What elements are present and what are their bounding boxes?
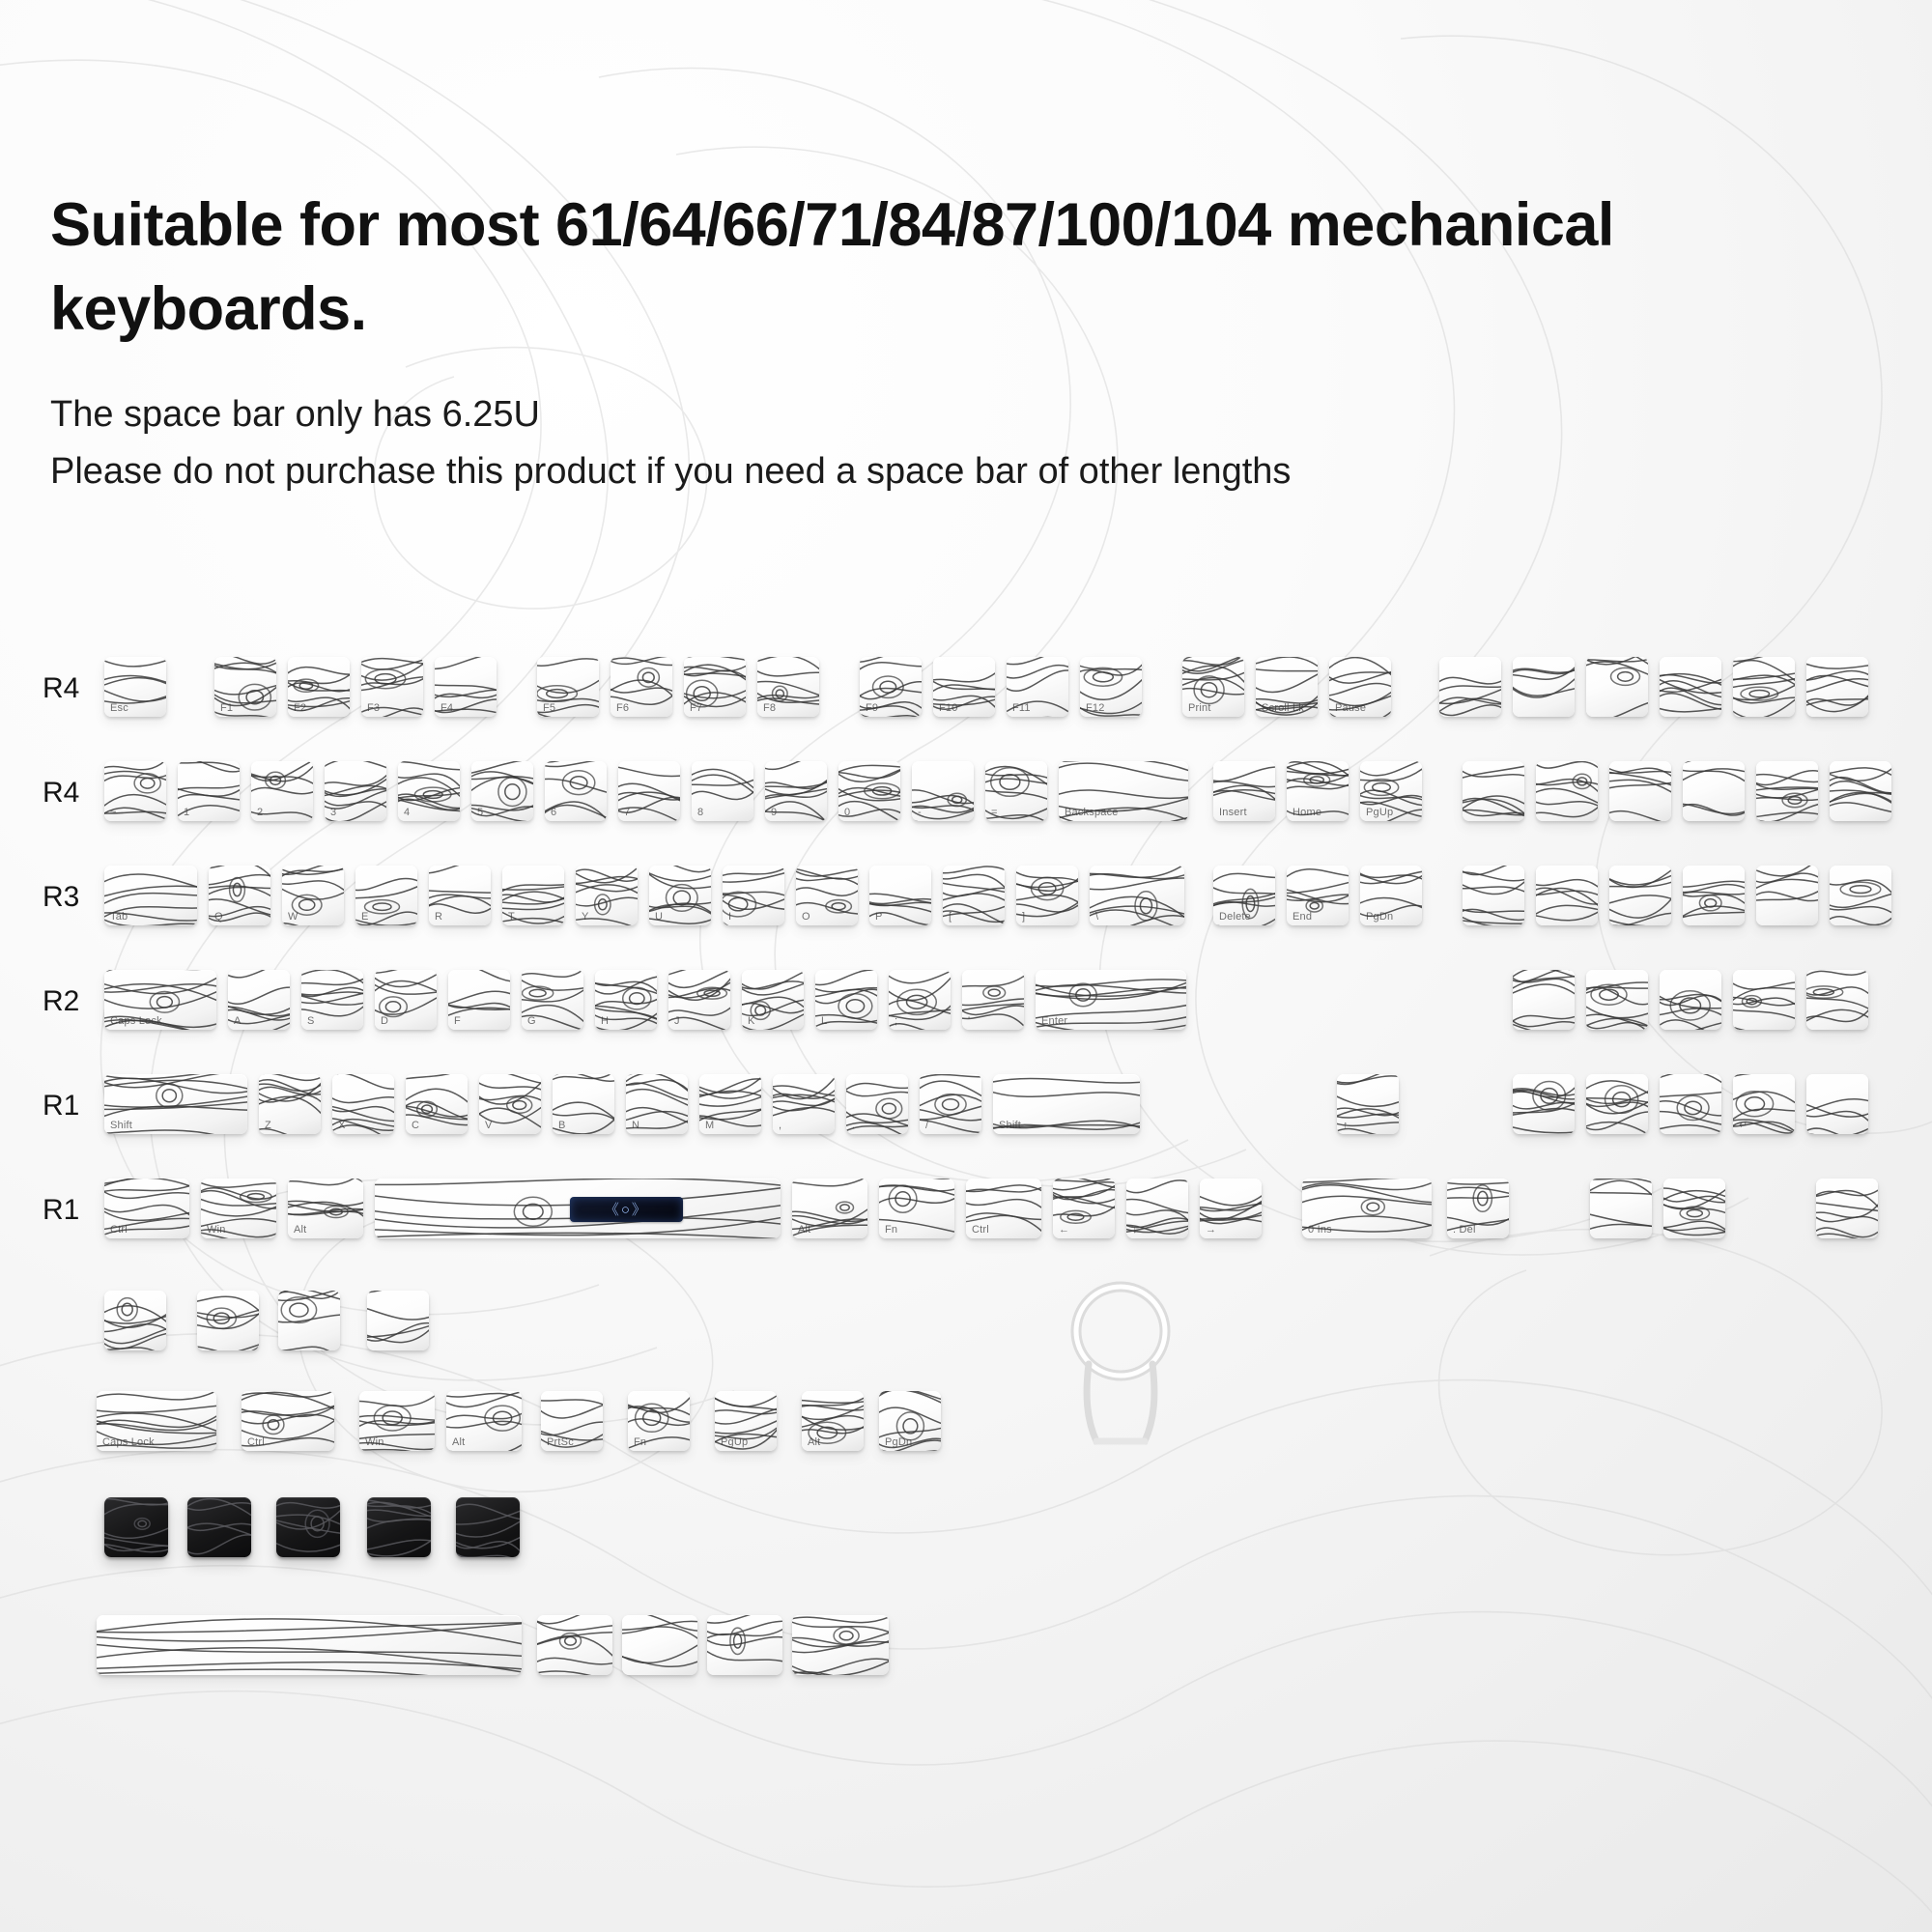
keycap[interactable] <box>1586 657 1648 717</box>
keycap[interactable] <box>1733 657 1795 717</box>
keycap-legend: O <box>802 911 810 923</box>
keycap-legend: Y <box>582 911 589 923</box>
keycap-legend: PgDn <box>885 1436 913 1448</box>
keycap[interactable] <box>742 970 804 1030</box>
keycap[interactable] <box>1200 1179 1262 1238</box>
keycap-legend: ↵ <box>1739 1120 1748 1131</box>
keycap[interactable] <box>104 761 166 821</box>
keycap[interactable] <box>251 761 313 821</box>
keycap-legend: F1 <box>220 702 234 714</box>
keycap-legend: 9 <box>771 807 778 818</box>
keycap[interactable] <box>1756 866 1818 925</box>
keycap[interactable] <box>1683 761 1745 821</box>
keycap[interactable] <box>1007 657 1068 717</box>
keycap-legend: PgDn <box>1366 911 1394 923</box>
keycap[interactable] <box>104 1074 247 1134</box>
keycap[interactable] <box>668 970 730 1030</box>
keycap[interactable] <box>187 1497 251 1557</box>
header-block <box>50 184 1886 500</box>
keycap[interactable] <box>278 1291 340 1350</box>
keycap[interactable] <box>912 761 974 821</box>
keycap[interactable] <box>1182 657 1244 717</box>
keycap[interactable] <box>104 1497 168 1557</box>
keycap[interactable] <box>1360 866 1422 925</box>
keycap-legend: L <box>821 1015 828 1027</box>
keycap[interactable] <box>1609 761 1671 821</box>
keycap[interactable] <box>879 1179 954 1238</box>
keycap-legend: Home <box>1293 807 1322 818</box>
keycap-legend: F7 <box>690 702 703 714</box>
keycap-legend: Win <box>365 1436 384 1448</box>
keycap[interactable] <box>1536 761 1598 821</box>
keycap[interactable] <box>1329 657 1391 717</box>
keycap[interactable] <box>104 657 166 717</box>
keycap[interactable] <box>1213 866 1275 925</box>
keycap-legend: Shift <box>999 1120 1022 1131</box>
row-profile-label: R3 <box>43 881 80 913</box>
keycap[interactable] <box>456 1497 520 1557</box>
row-profile-label: R2 <box>43 985 80 1017</box>
keycap[interactable] <box>692 761 753 821</box>
keycap[interactable] <box>448 970 510 1030</box>
keycap-legend: F4 <box>440 702 454 714</box>
keycap-legend: . <box>852 1120 856 1131</box>
keycap-legend: PgUp <box>1366 807 1394 818</box>
keycap[interactable] <box>1513 1074 1575 1134</box>
keycap[interactable] <box>104 970 216 1030</box>
keycap[interactable] <box>97 1615 522 1675</box>
keycap[interactable] <box>355 866 417 925</box>
keycap-legend: Fn <box>634 1436 647 1448</box>
keycap-legend: ↑ <box>1343 1120 1349 1131</box>
keycap[interactable] <box>301 970 363 1030</box>
keycap-legend: Ctrl <box>247 1436 265 1448</box>
keycap-legend: 5 <box>477 807 484 818</box>
keycap-legend: U <box>655 911 664 923</box>
keycap-legend: Scroll Lk <box>1262 702 1304 714</box>
keycap[interactable] <box>628 1391 690 1451</box>
keycap[interactable] <box>288 657 350 717</box>
keycap[interactable] <box>1059 761 1188 821</box>
keycap[interactable] <box>796 866 858 925</box>
keycap-legend: 0 Ins <box>1308 1224 1332 1236</box>
keycap-legend: C <box>412 1120 420 1131</box>
keycap-legend: Pause <box>1335 702 1367 714</box>
keycap-legend: / <box>925 1120 929 1131</box>
keycap[interactable] <box>361 657 423 717</box>
keycap[interactable] <box>1090 866 1184 925</box>
keycap[interactable] <box>879 1391 941 1451</box>
keycap-legend: G <box>527 1015 536 1027</box>
keycap[interactable] <box>1080 657 1142 717</box>
keycap[interactable] <box>209 866 270 925</box>
keycap[interactable] <box>201 1179 276 1238</box>
keycap[interactable] <box>920 1074 981 1134</box>
keycap[interactable] <box>104 1291 166 1350</box>
keycap[interactable] <box>1590 1179 1652 1238</box>
keycap-legend: J <box>674 1015 680 1027</box>
keycap[interactable] <box>802 1391 864 1451</box>
keycap-legend: R <box>435 911 443 923</box>
keycap-legend: \ <box>1095 911 1099 923</box>
keycap-legend: Alt <box>294 1224 307 1236</box>
keycap[interactable] <box>1513 657 1575 717</box>
keycap-legend: Backspace <box>1065 807 1119 818</box>
keycap-legend: S <box>307 1015 315 1027</box>
keycap[interactable] <box>537 1615 612 1675</box>
keycap-legend: W <box>288 911 298 923</box>
keycap[interactable] <box>993 1074 1140 1134</box>
keycap-legend: Delete <box>1219 911 1251 923</box>
row-profile-label: R4 <box>43 672 80 704</box>
keycap[interactable] <box>1463 761 1524 821</box>
keycap-legend: 4 <box>404 807 411 818</box>
keycap[interactable] <box>815 970 877 1030</box>
keycap[interactable] <box>626 1074 688 1134</box>
keycap-legend: Print <box>1188 702 1211 714</box>
keycap[interactable] <box>1830 866 1891 925</box>
keycap[interactable] <box>1053 1179 1115 1238</box>
keycap-legend: F5 <box>543 702 556 714</box>
keycap[interactable] <box>435 657 497 717</box>
keycap-legend: ~ <box>110 807 117 818</box>
keycap[interactable] <box>1609 866 1671 925</box>
keycap[interactable] <box>1830 761 1891 821</box>
keycap[interactable] <box>288 1179 363 1238</box>
keycap[interactable] <box>282 866 344 925</box>
keycap[interactable] <box>933 657 995 717</box>
keycap[interactable] <box>398 761 460 821</box>
keycap-legend: Alt <box>452 1436 466 1448</box>
keycap-legend: [ <box>949 911 952 923</box>
keycap-legend: . Del <box>1453 1224 1476 1236</box>
row-profile-label: R4 <box>43 777 80 809</box>
keycap[interactable] <box>446 1391 522 1451</box>
keycap[interactable] <box>715 1391 777 1451</box>
keycap-legend: X <box>338 1120 346 1131</box>
keycap-legend: 1 <box>184 807 190 818</box>
keycap-legend: F10 <box>939 702 958 714</box>
keycap[interactable] <box>838 761 900 821</box>
keycap[interactable] <box>757 657 819 717</box>
keycap-legend: N <box>632 1120 640 1131</box>
keycap[interactable] <box>545 761 607 821</box>
keycap-legend: V <box>485 1120 493 1131</box>
keycap-legend: PrtSc <box>547 1436 574 1448</box>
keycap[interactable] <box>1126 1179 1188 1238</box>
keycap[interactable] <box>359 1391 435 1451</box>
keycap[interactable] <box>943 866 1005 925</box>
keycap[interactable] <box>97 1391 216 1451</box>
keycap-legend: F3 <box>367 702 381 714</box>
row-profile-label: R1 <box>43 1194 80 1226</box>
keycap-legend: Caps Lock <box>102 1436 155 1448</box>
keycap[interactable] <box>1213 761 1275 821</box>
keycap[interactable] <box>375 1179 781 1238</box>
keycap[interactable] <box>1586 1074 1648 1134</box>
keycap[interactable] <box>1660 657 1721 717</box>
keycap-legend: 7 <box>624 807 631 818</box>
keycap-legend: ; <box>895 1015 898 1027</box>
keycap[interactable] <box>1806 657 1868 717</box>
keycap-legend: ← <box>1059 1224 1070 1236</box>
keycap[interactable] <box>325 761 386 821</box>
keycap[interactable] <box>1463 866 1524 925</box>
keycap-puller-icon <box>1058 1275 1183 1459</box>
keycap-legend: K <box>748 1015 755 1027</box>
keycap-legend: = <box>991 807 998 818</box>
keycap-legend: F <box>454 1015 461 1027</box>
subtitle-line-1: The space bar only has 6.25U <box>50 393 540 435</box>
keycap[interactable] <box>537 657 599 717</box>
keycap[interactable] <box>367 1291 429 1350</box>
keycap[interactable] <box>178 761 240 821</box>
keycap[interactable] <box>197 1291 259 1350</box>
keycap[interactable] <box>1439 657 1501 717</box>
keycap-legend: A <box>234 1015 242 1027</box>
keycap[interactable] <box>375 970 437 1030</box>
keycap-legend: Win <box>207 1224 226 1236</box>
keycap[interactable] <box>1756 761 1818 821</box>
keycap-legend: ' <box>968 1015 971 1027</box>
keycap[interactable] <box>1683 866 1745 925</box>
keycap[interactable] <box>1256 657 1318 717</box>
keycap-legend: H <box>601 1015 610 1027</box>
keycap[interactable] <box>869 866 931 925</box>
keycap[interactable] <box>214 657 276 717</box>
keycap-legend: Fn <box>885 1224 898 1236</box>
keycap-legend: Ctrl <box>110 1224 128 1236</box>
keycap[interactable] <box>1733 1074 1795 1134</box>
keycap[interactable] <box>985 761 1047 821</box>
keycap-legend: Shift <box>110 1120 133 1131</box>
keycap-legend: P <box>875 911 883 923</box>
keycap-legend: , <box>779 1120 782 1131</box>
keycap-legend: PgUp <box>721 1436 749 1448</box>
keycap-legend: 0 <box>844 807 851 818</box>
keycap[interactable] <box>1287 866 1349 925</box>
keycap[interactable] <box>1016 866 1078 925</box>
keycap-legend: → <box>1206 1224 1217 1236</box>
keycap-legend: F9 <box>866 702 879 714</box>
keycap[interactable] <box>773 1074 835 1134</box>
keycap[interactable] <box>242 1391 334 1451</box>
keycap-legend: Enter <box>1041 1015 1068 1027</box>
keycap-legend: Insert <box>1219 807 1247 818</box>
keycap[interactable] <box>595 970 657 1030</box>
keycap[interactable] <box>1447 1179 1509 1238</box>
keycap[interactable] <box>618 761 680 821</box>
keycap-legend: D <box>381 1015 389 1027</box>
keycap[interactable] <box>1360 761 1422 821</box>
keycap[interactable] <box>367 1497 431 1557</box>
keycap[interactable] <box>707 1615 782 1675</box>
keycap[interactable] <box>541 1391 603 1451</box>
keycap[interactable] <box>1660 1074 1721 1134</box>
keycap-legend: M <box>705 1120 715 1131</box>
keycap-legend: Z <box>265 1120 271 1131</box>
keycap[interactable] <box>889 970 951 1030</box>
keycap-legend: F6 <box>616 702 630 714</box>
keycap-legend: B <box>558 1120 566 1131</box>
keycap[interactable] <box>1806 970 1868 1030</box>
keycap-legend: 8 <box>697 807 704 818</box>
keycap-legend: 2 <box>257 807 264 818</box>
keycap-legend: Alt <box>808 1436 821 1448</box>
keycap[interactable] <box>962 970 1024 1030</box>
keycap[interactable] <box>502 866 564 925</box>
keycap[interactable] <box>1513 970 1575 1030</box>
keycap[interactable] <box>259 1074 321 1134</box>
subtitle-line-2: Please do not purchase this product if you need a space bar of other lengths <box>50 450 1292 492</box>
keycap[interactable] <box>1806 1074 1868 1134</box>
keycap[interactable] <box>332 1074 394 1134</box>
keycap-legend: 3 <box>330 807 337 818</box>
keycap[interactable] <box>228 970 290 1030</box>
page-title: Suitable for most 61/64/66/71/84/87/100/104 mechanical keyboards. <box>50 191 1614 343</box>
keycap-legend: 6 <box>551 807 557 818</box>
keycap-legend: I <box>728 911 732 923</box>
keycap[interactable] <box>966 1179 1041 1238</box>
keycap[interactable] <box>1036 970 1186 1030</box>
keycap[interactable] <box>846 1074 908 1134</box>
keycap[interactable] <box>684 657 746 717</box>
keycap[interactable] <box>576 866 638 925</box>
keycap[interactable] <box>649 866 711 925</box>
keycap[interactable] <box>429 866 491 925</box>
keycap[interactable] <box>479 1074 541 1134</box>
keycap-legend: - <box>918 807 922 818</box>
keycap[interactable] <box>1660 970 1721 1030</box>
keycap-legend: ] <box>1022 911 1026 923</box>
keycap-legend: End <box>1293 911 1313 923</box>
subtitle-block <box>50 386 1886 500</box>
keycap[interactable] <box>1586 970 1648 1030</box>
keycap[interactable] <box>699 1074 761 1134</box>
keycap[interactable] <box>104 866 197 925</box>
keycap-legend: Tab <box>110 911 128 923</box>
keycap-legend: E <box>361 911 369 923</box>
keycap-legend: ↓ <box>1132 1224 1138 1236</box>
keycap-legend: F12 <box>1086 702 1105 714</box>
keycap-legend: Caps Lock <box>110 1015 162 1027</box>
keycap[interactable] <box>622 1615 697 1675</box>
keycap-legend: F11 <box>1012 702 1031 714</box>
keycap[interactable] <box>471 761 533 821</box>
keycap-legend: Alt <box>798 1224 811 1236</box>
keycap-legend: Esc <box>110 702 128 714</box>
keycap[interactable] <box>1816 1179 1878 1238</box>
keycap[interactable] <box>276 1497 340 1557</box>
keycap[interactable] <box>1733 970 1795 1030</box>
keycap[interactable] <box>1287 761 1349 821</box>
keycap-legend: F8 <box>763 702 777 714</box>
keycap[interactable] <box>1663 1179 1725 1238</box>
keycap-legend: Q <box>214 911 223 923</box>
keycap[interactable] <box>522 970 583 1030</box>
keycap[interactable] <box>1302 1179 1432 1238</box>
keycap[interactable] <box>723 866 784 925</box>
spacebar-novelty-badge: 《○》 <box>570 1197 684 1222</box>
row-profile-label: R1 <box>43 1090 80 1122</box>
keycap[interactable] <box>1337 1074 1399 1134</box>
keycap[interactable] <box>104 1179 189 1238</box>
keycap-legend: Ctrl <box>972 1224 989 1236</box>
keycap[interactable] <box>792 1179 867 1238</box>
keycap[interactable] <box>406 1074 468 1134</box>
keycap[interactable] <box>860 657 922 717</box>
keycap[interactable] <box>611 657 672 717</box>
keycap-legend: T <box>508 911 515 923</box>
keycap[interactable] <box>792 1615 889 1675</box>
keycap[interactable] <box>765 761 827 821</box>
keycap-legend: F2 <box>294 702 307 714</box>
keycap[interactable] <box>553 1074 614 1134</box>
keycap[interactable] <box>1536 866 1598 925</box>
